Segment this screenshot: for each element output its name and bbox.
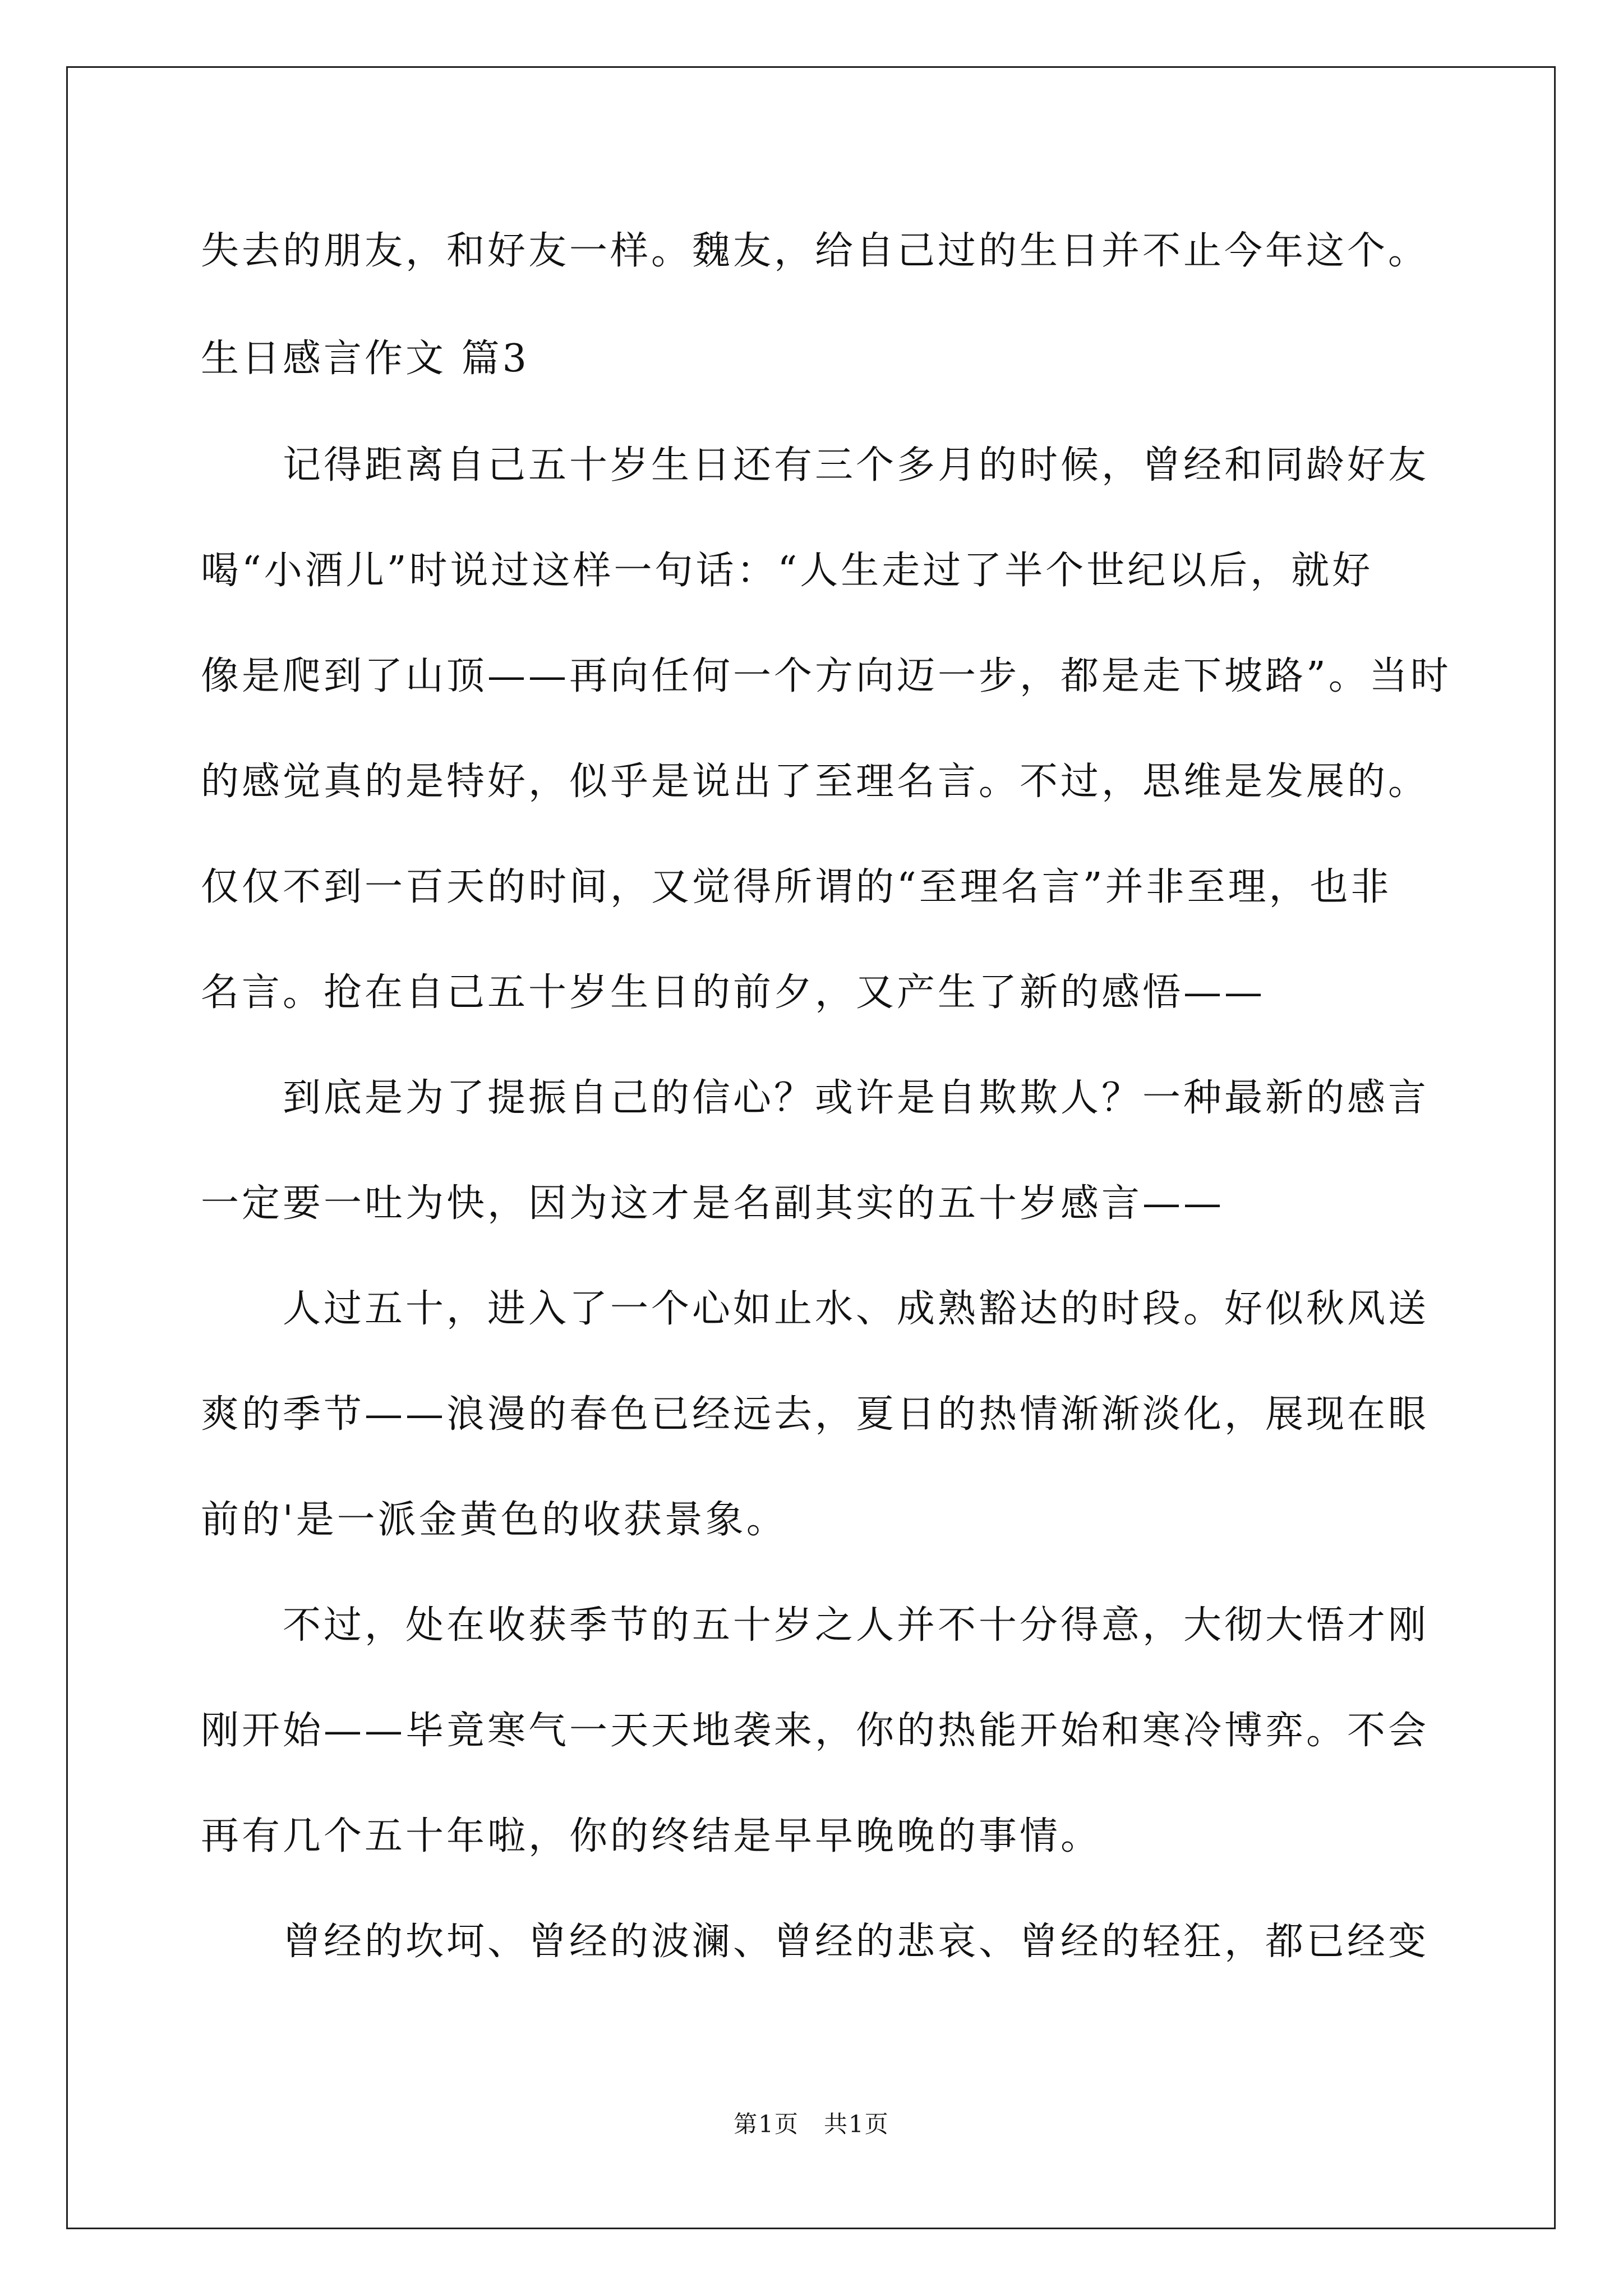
text-line: 前的'是一派金黄色的收获景象。 bbox=[201, 1498, 787, 1542]
text-line: 失去的朋友，和好友一样。魏友，给自己过的生日并不止今年这个。 bbox=[201, 229, 1430, 273]
text-line: 到底是为了提振自己的信心？或许是自欺欺人？一种最新的感言 bbox=[201, 1076, 1430, 1120]
text-line: 刚开始——毕竟寒气一天天地袭来，你的热能开始和寒冷博弈。不会 bbox=[201, 1709, 1430, 1753]
text-line: 喝“小酒儿”时说过这样一句话：“人生走过了半个世纪以后，就好 bbox=[201, 549, 1373, 593]
section-heading: 生日感言作文 篇3 bbox=[201, 337, 529, 381]
text-line: 仅仅不到一百天的时间，又觉得所谓的“至理名言”并非至理，也非 bbox=[201, 865, 1392, 909]
text-line: 记得距离自己五十岁生日还有三个多月的时候，曾经和同龄好友 bbox=[201, 443, 1430, 487]
text-line: 人过五十，进入了一个心如止水、成熟豁达的时段。好似秋风送 bbox=[201, 1287, 1430, 1331]
text-line: 一定要一吐为快，因为这才是名副其实的五十岁感言—— bbox=[201, 1181, 1225, 1226]
text-line: 爽的季节——浪漫的春色已经远去，夏日的热情渐渐淡化，展现在眼 bbox=[201, 1392, 1430, 1437]
text-line: 的感觉真的是特好，似乎是说出了至理名言。不过，思维是发展的。 bbox=[201, 760, 1430, 804]
text-line: 像是爬到了山顶——再向任何一个方向迈一步，都是走下坡路”。当时 bbox=[201, 654, 1451, 698]
page-footer: 第1页 共1页 bbox=[734, 2110, 889, 2138]
page-border bbox=[66, 66, 1556, 2229]
text-line: 再有几个五十年啦，你的终结是早早晚晚的事情。 bbox=[201, 1814, 1102, 1858]
text-line: 名言。抢在自己五十岁生日的前夕，又产生了新的感悟—— bbox=[201, 970, 1266, 1015]
text-line: 不过，处在收获季节的五十岁之人并不十分得意，大彻大悟才刚 bbox=[201, 1603, 1430, 1648]
text-line: 曾经的坎坷、曾经的波澜、曾经的悲哀、曾经的轻狂，都已经变 bbox=[201, 1920, 1430, 1964]
